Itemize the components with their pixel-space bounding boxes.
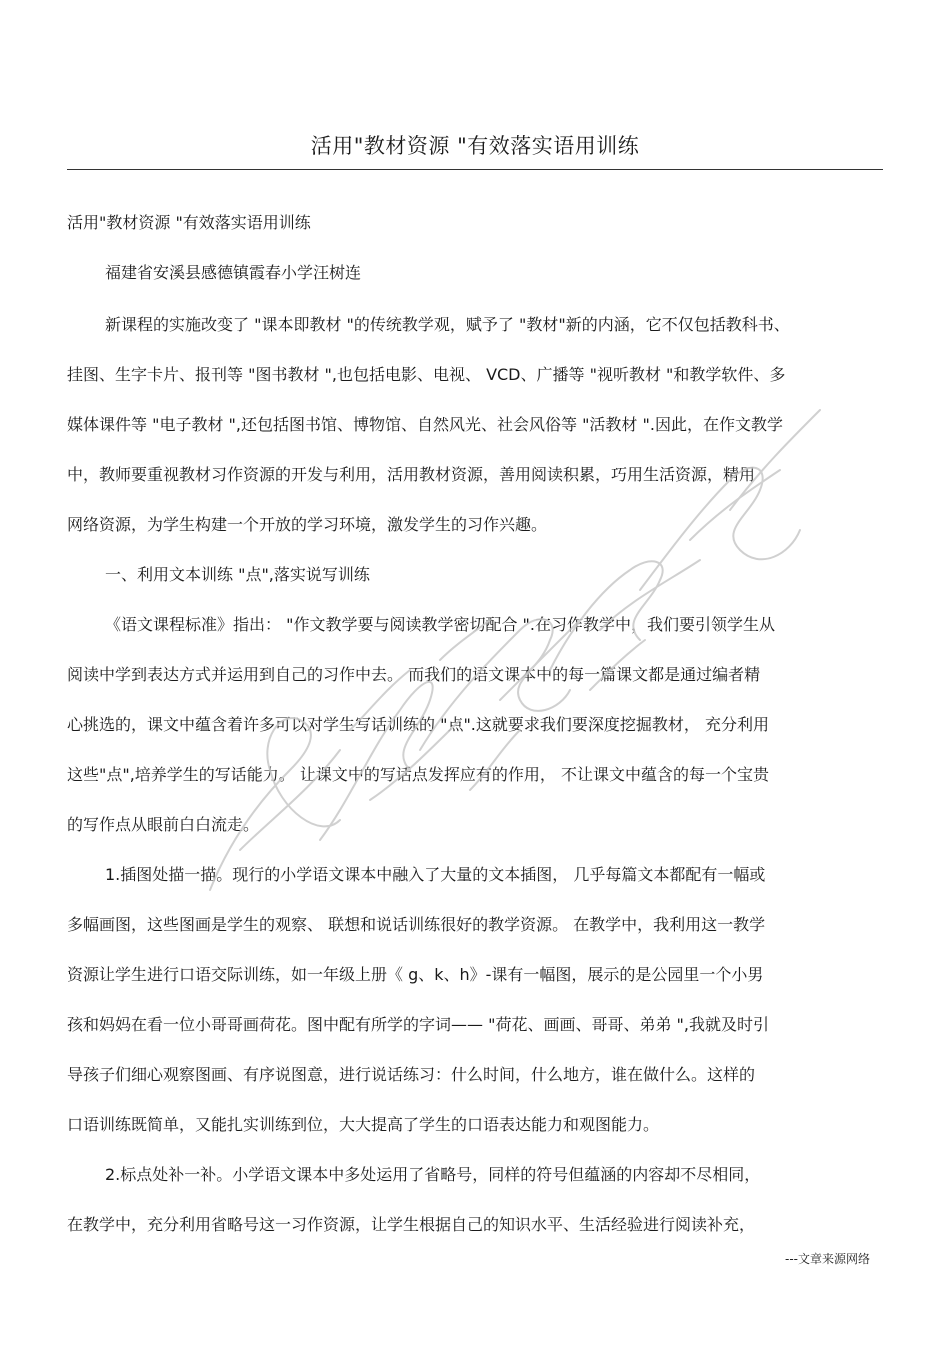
- source-note: ---文章来源网络: [785, 1252, 870, 1266]
- paragraph-line: 阅读中学到表达方式并运用到自己的习作中去。 而我们的语文课本中的每一篇课文都是通过编者精: [67, 665, 761, 684]
- paragraph-line: 口语训练既简单，又能扎实训练到位，大大提高了学生的口语表达能力和观图能力。: [67, 1115, 660, 1134]
- title-divider: [67, 169, 883, 170]
- author-line: 福建省安溪县感德镇霞春小学汪树连: [105, 263, 362, 282]
- paragraph-line: 导孩子们细心观察图画、有序说图意，进行说话练习：什么时间，什么地方，谁在做什么。这样的: [67, 1065, 756, 1084]
- paragraph-line: 多幅画图，这些图画是学生的观察、 联想和说话训练很好的教学资源。 在教学中，我利用这一教学: [67, 915, 766, 934]
- document-title: 活用"教材资源 "有效落实语用训练: [310, 134, 640, 158]
- paragraph-line: 2.标点处补一补。小学语文课本中多处运用了省略号，同样的符号但蕴涵的内容却不尽相同，: [105, 1165, 761, 1184]
- paragraph-line: 孩和妈妈在看一位小哥哥画荷花。图中配有所学的字词—— "荷花、画画、哥哥、弟弟 ",我就及时引: [67, 1015, 769, 1034]
- paragraph-line: 的写作点从眼前白白流走。: [67, 815, 260, 834]
- subtitle-line: 活用"教材资源 "有效落实语用训练: [67, 213, 311, 232]
- paragraph-line: 《语文课程标准》指出： "作文教学要与阅读教学密切配合 ".在习作教学中，我们要引领学生从: [105, 615, 775, 634]
- paragraph-line: 网络资源，为学生构建一个开放的学习环境，激发学生的习作兴趣。: [67, 515, 548, 534]
- paragraph-line: 心挑选的，课文中蕴含着许多可以对学生写话训练的 "点".这就要求我们要深度挖掘教材， 充分利用: [67, 715, 769, 734]
- calligraphy-watermark-icon: [170, 370, 850, 930]
- paragraph-line: 挂图、生字卡片、报刊等 "图书教材 ",也包括电影、电视、 VCD、广播等 "视听教材 "和教学软件、多: [67, 365, 786, 384]
- paragraph-line: 资源让学生进行口语交际训练，如一年级上册《 g、k、h》-课有一幅图，展示的是公园里一个小男: [67, 965, 764, 984]
- paragraph-line: 1.插图处描一描。现行的小学语文课本中融入了大量的文本插图， 几乎每篇文本都配有一幅或: [105, 865, 766, 884]
- paragraph-line: 新课程的实施改变了 "课本即教材 "的传统教学观，赋予了 "教材"新的内涵，它不仅包括教科书、: [105, 315, 790, 334]
- paragraph-line: 中，教师要重视教材习作资源的开发与利用，活用教材资源，善用阅读积累，巧用生活资源，精用: [67, 465, 756, 484]
- paragraph-line: 这些"点",培养学生的写话能力。 让课文中的写话点发挥应有的作用， 不让课文中蕴含的每一个宝贵: [67, 765, 769, 784]
- section-heading: 一、利用文本训练 "点",落实说写训练: [105, 565, 370, 584]
- paragraph-line: 媒体课件等 "电子教材 ",还包括图书馆、博物馆、自然风光、社会风俗等 "活教材 ".因此，在作文教学: [67, 415, 783, 434]
- paragraph-line: 在教学中，充分利用省略号这一习作资源，让学生根据自己的知识水平、生活经验进行阅读补充，: [67, 1215, 756, 1234]
